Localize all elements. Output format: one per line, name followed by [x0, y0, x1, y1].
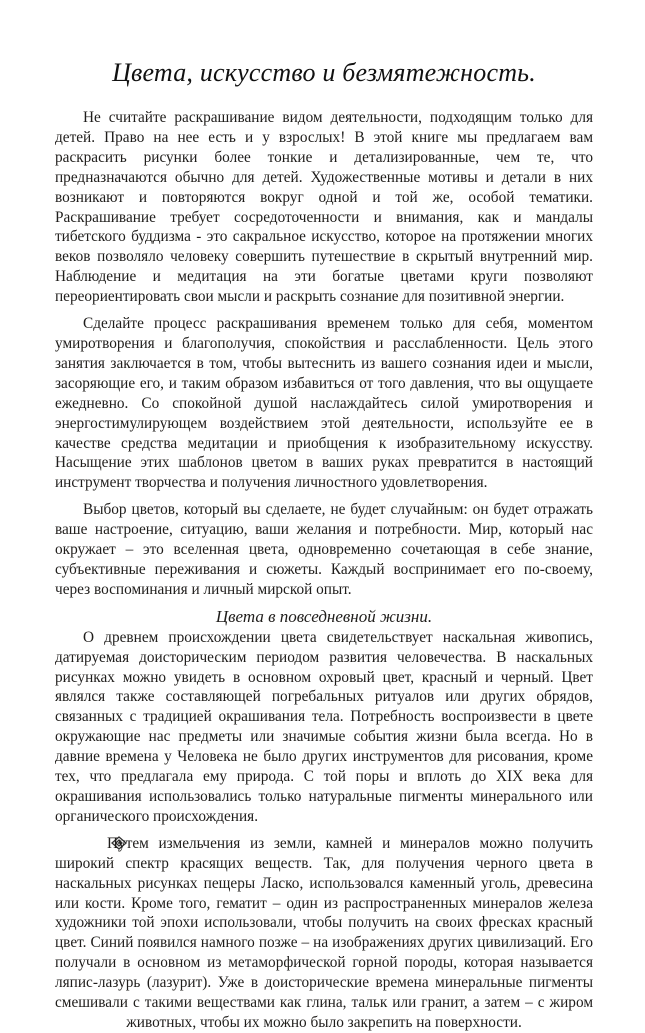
section-subtitle: Цвета в повседневной жизни.: [215, 606, 433, 626]
paragraph-1: Не считайте раскрашивание видом деятельности, подходящим только для детей. Право на нее есть и у взрослых! В этой книге мы предлагаем вам раскрасить рисунки более тонкие и детализированные, чем те, что предназначаются обычно для детей. Художественные мотивы и детали в них возникают и повторяются вокруг одной и той же, особой тематики. Раскрашивание требует сосредоточенности и внимания, как и мандалы тибетского буддизма - это сакральное искусство, которое на протяжении многих веков позволяло человеку совершить путешествие в скрытый внутренний мир. Наблюдение и медитация на эти богатые цветами круги позволяют переориентировать свои мысли и раскрыть сознание для позитивной энергии.: [55, 109, 593, 306]
page-title: Цвета, искусство и безмятежность.: [112, 58, 536, 87]
paragraph-4: О древнем происхождении цвета свидетельствует наскальная живопись, датируемая доисторическим периодом развития человечества. В наскальных рисунках можно увидеть в основном охровый цвет, красный и черный. Цвет являлся также составляющей погребальных ритуалов или других обрядов, связанных с традицией окрашивания тела. Потребность воспроизвести в цвете окружающие нас предметы или значимые события жизни была всегда. Но в давние времена у Человека не было других инструментов для рисования, кроме тех, что предлагала ему природа. С той поры и вплоть до XIX века для окрашивания использовались только натуральные пигменты минерального или органического происхождения.: [55, 628, 593, 825]
paragraph-5-text: Путем измельчения из земли, камней и минералов можно получить широкий спектр красящих веществ. Так, для получения черного цвета в наскальных рисунках пещеры Ласко, использовался каменный уголь, древесина или кости. Кроме того, гематит – один из распространенных минералов железа художники той эпохи использовали, чтобы получить на своих фресках красный цвет. Синий появился намного позже – на изображениях других цивилизаций. Его получали в основном из метаморфической горной породы, которая называется ляпис-лазурь (лазурит). Уже в доисторические времена минеральные пигменты смешивали с такими веществами как глина, тальк или гранит, а затем – с жиром животных, чтобы их можно было закрепить на поверхности.: [55, 834, 593, 1031]
paragraph-5: [55, 834, 593, 1033]
ornament-icon: [83, 836, 99, 850]
paragraph-2: Сделайте процесс раскрашивания временем только для себя, моментом умиротворения и благополучия, спокойствия и расслабленности. Цель этого занятия заключается в том, чтобы вытеснить из вашего сознания идеи и мысли, засоряющие его, и таким образом избавиться от того давления, что вы ощущаете ежедневно. Со спокойной душой наслаждайтесь силой умиротворения и энергостимулирующем воздействием этой деятельности, используйте ее в качестве средства медитации и приобщения к изобразительному искусству. Насыщение этих шаблонов цветом в ваших руках превратится в настоящий инструмент творчества и получения личностного удовлетворения.: [55, 315, 593, 492]
paragraph-3: Выбор цветов, который вы сделаете, не будет случайным: он будет отражать ваше настроение, ситуацию, ваши желания и потребности. Мир, который нас окружает – это вселенная цвета, одновременно сочетающая в себе знание, субъективные переживания и сюжеты. Каждый воспринимает его по-своему, через воспоминания и личный мирской опыт.: [55, 501, 593, 598]
